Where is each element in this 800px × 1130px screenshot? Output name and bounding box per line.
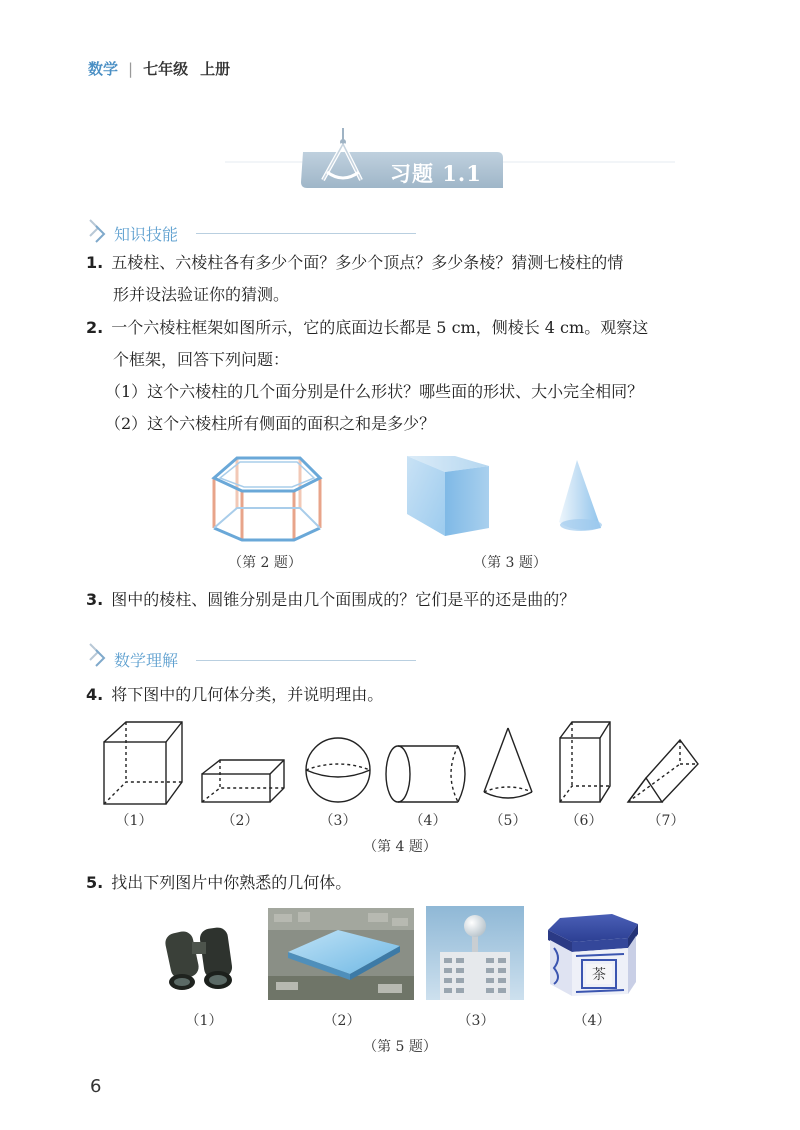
hexagonal-prism-frame-figure <box>192 448 342 548</box>
exercise-title-banner <box>185 128 715 198</box>
solid-label-1: （1） <box>115 813 153 829</box>
cuboid-shape <box>202 760 284 802</box>
solid-label-5: （5） <box>489 813 527 829</box>
prism-shape <box>407 456 489 536</box>
tea-box-photo <box>542 908 642 1000</box>
question-number: 1. <box>86 253 104 272</box>
question-3 <box>86 585 575 615</box>
square-prism-shape <box>560 722 610 802</box>
figure-caption-3: （第 3 题） <box>473 555 547 571</box>
figure-caption-4: （第 4 题） <box>363 839 437 855</box>
stadium-aerial-photo <box>268 908 414 1000</box>
question-1 <box>86 248 623 278</box>
question-number: 3. <box>86 590 104 609</box>
exercise-title: 习题 1.1 <box>390 161 482 186</box>
question-text: 一个六棱柱框架如图所示，它的底面边长都是 5 cm，侧棱长 4 cm。观察这 <box>111 318 649 337</box>
question-5 <box>86 868 351 898</box>
tea-label: 茶 <box>592 967 606 983</box>
cube-shape <box>104 722 182 804</box>
photo-label-2: （2） <box>323 1013 361 1029</box>
cylinder-shape <box>386 746 465 802</box>
header-subject: 数学 <box>88 60 119 78</box>
question-2 <box>86 313 648 343</box>
solid-label-7: （7） <box>647 813 685 829</box>
question-text: 将下图中的几何体分类，并说明理由。 <box>111 685 384 704</box>
cone-shape <box>559 460 602 531</box>
section-divider <box>196 660 416 661</box>
photo-label-3: （3） <box>457 1013 495 1029</box>
question-number: 5. <box>86 873 104 892</box>
question-4 <box>86 680 383 710</box>
section-divider <box>196 233 416 234</box>
geometric-solids-figure <box>98 718 718 808</box>
solid-label-3: （3） <box>319 813 357 829</box>
question-text: 找出下列图片中你熟悉的几何体。 <box>111 873 352 892</box>
running-header <box>88 58 230 79</box>
photo-label-4: （4） <box>573 1013 611 1029</box>
binoculars-photo <box>160 918 246 994</box>
prism-and-cone-figure <box>405 452 615 542</box>
question-2-continued: 个框架，回答下列问题： <box>113 350 290 369</box>
sphere-shape <box>306 738 370 802</box>
question-2-part-1: （1）这个六棱柱的几个面分别是什么形状？哪些面的形状、大小完全相同？ <box>105 382 644 401</box>
header-volume: 上册 <box>200 60 231 78</box>
triangular-prism-shape <box>628 740 698 802</box>
section-header-skills <box>86 216 416 246</box>
question-2-part-2: （2）这个六棱柱所有侧面的面积之和是多少？ <box>105 414 436 433</box>
chevron-right-icon <box>86 216 112 246</box>
figure-caption-2: （第 2 题） <box>228 555 302 571</box>
photo-label-1: （1） <box>185 1013 223 1029</box>
tea-box-graphic <box>542 908 642 1000</box>
solid-label-2: （2） <box>221 813 259 829</box>
solid-label-4: （4） <box>409 813 447 829</box>
page-number: 6 <box>90 1076 102 1097</box>
question-1-continued: 形并设法验证你的猜测。 <box>113 285 290 304</box>
header-grade: 七年级 <box>143 60 189 78</box>
cone-shape <box>484 728 532 798</box>
question-number: 4. <box>86 685 104 704</box>
question-text: 五棱柱、六棱柱各有多少个面？多少个顶点？多少条棱？猜测七棱柱的情 <box>111 253 624 272</box>
building-sphere-photo <box>426 906 524 1000</box>
section-header-understanding <box>86 640 416 670</box>
question-text: 图中的棱柱、圆锥分别是由几个面围成的？它们是平的还是曲的？ <box>111 590 576 609</box>
chevron-right-icon <box>86 640 112 670</box>
question-number: 2. <box>86 318 104 337</box>
solid-label-6: （6） <box>565 813 603 829</box>
section-title-understanding: 数学理解 <box>114 651 179 670</box>
figure-caption-5: （第 5 题） <box>363 1039 437 1055</box>
section-title-skills: 知识技能 <box>114 225 179 244</box>
header-separator: | <box>128 60 134 78</box>
